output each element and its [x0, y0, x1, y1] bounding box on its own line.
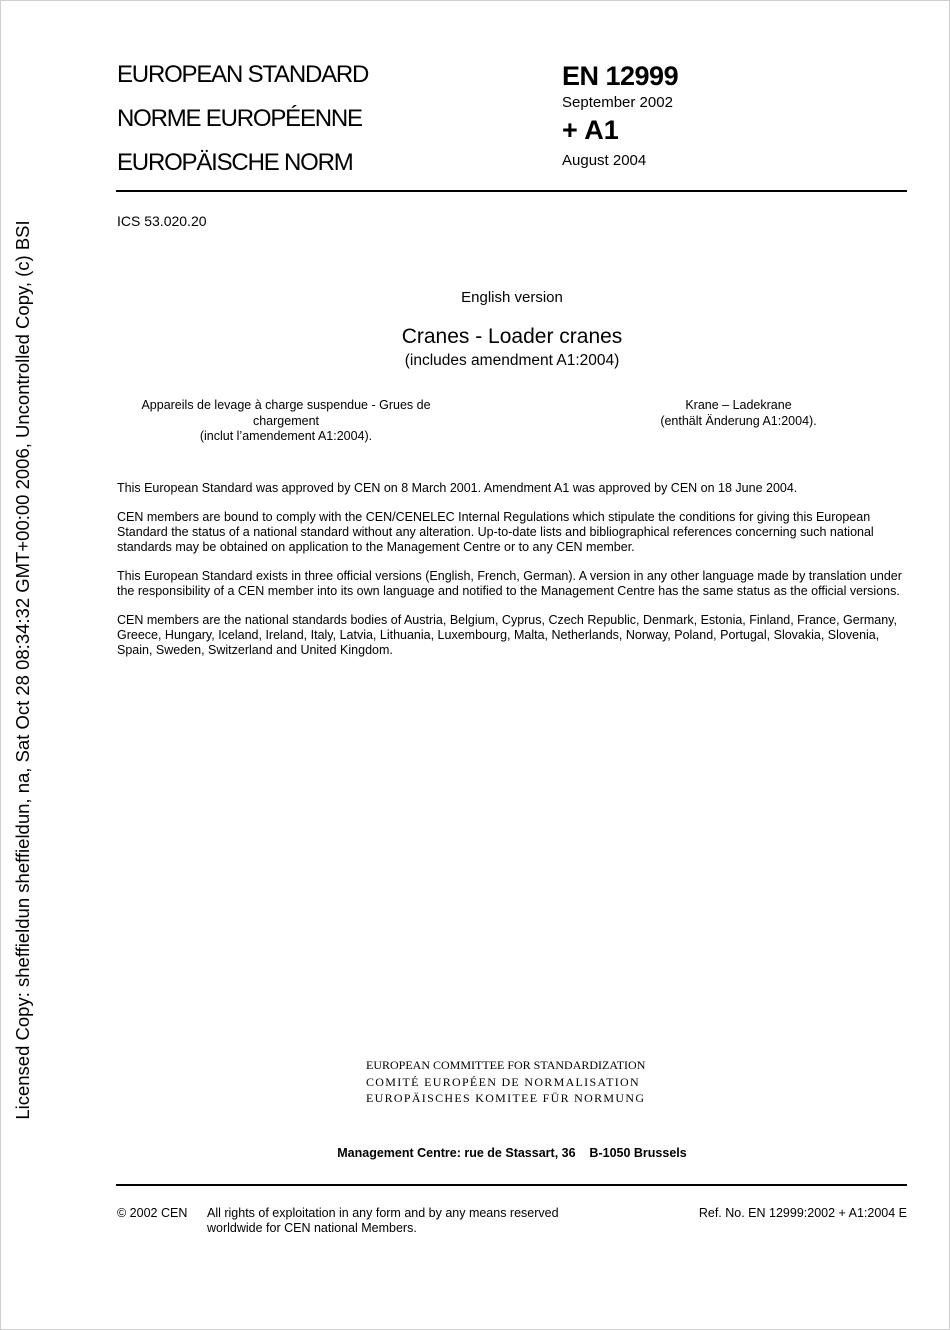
approval-text: [117, 481, 909, 672]
footer-divider: [116, 1184, 907, 1186]
regulations-paragraph: CEN members are bound to comply with the CEN/CENELEC Internal Regulations which stipulate the conditions for giving this European Standard the status of a national standard without any alteration. Up-to-date lists and bibliographical references concerning such national standards may be obtained on application to the Management Centre or to any CEN member.: [117, 510, 874, 554]
standard-number: EN 12999: [562, 61, 679, 91]
rights-statement: [207, 1206, 607, 1236]
approval-paragraph: This European Standard was approved by CEN on 8 March 2001. Amendment A1 was approved by CEN on 18 June 2004.: [117, 481, 798, 495]
title-french: NORME EUROPÉENNE: [117, 105, 362, 132]
header-divider: [116, 190, 907, 192]
license-watermark: Licensed Copy: sheffieldun sheffieldun, na, Sat Oct 28 08:34:32 GMT+00:00 2006, Uncontrolled Copy, (c) BSI: [12, 220, 33, 1120]
standard-date: September 2002: [562, 94, 673, 111]
amendment-label: + A1: [562, 115, 619, 145]
document-title: Cranes - Loader cranes: [401, 325, 623, 348]
title-english: EUROPEAN STANDARD: [117, 61, 369, 88]
committee-german: EUROPÄISCHES KOMITEE FÜR NORMUNG: [366, 1091, 646, 1105]
german-title-line: Krane – Ladekrane: [685, 398, 792, 412]
french-title: [117, 398, 455, 445]
committee-english: EUROPEAN COMMITTEE FOR STANDARDIZATION: [366, 1058, 646, 1072]
committee-block: [366, 1057, 645, 1107]
french-title-line: chargement: [252, 413, 319, 428]
committee-french: COMITÉ EUROPÉEN DE NORMALISATION: [366, 1074, 640, 1089]
amendment-date: August 2004: [562, 152, 647, 169]
versions-paragraph: This European Standard exists in three official versions (English, French, German). A version in any other language made by translation under the responsibility of a CEN member into its own language and notified to the Management Centre has the same status as the official versions.: [117, 569, 902, 598]
title-german: EUROPÄISCHE NORM: [117, 149, 353, 176]
reference-number: Ref. No. EN 12999:2002 + A1:2004 E: [698, 1206, 907, 1220]
french-title-line: Appareils de levage à charge suspendue - Grues de: [141, 398, 431, 412]
members-paragraph: CEN members are the national standards bodies of Austria, Belgium, Cyprus, Czech Republic, Denmark, Estonia, Finland, France, Germany, Greece, Hungary, Iceland, Ireland, Italy, Latvia, Lithuania, Luxembourg, Malta, Netherlands, Norway, Poland, Portugal, Slovakia, Slovenia, Spain, Sweden, Switzerland and United Kingdom.: [117, 613, 897, 657]
version-label: English version: [461, 289, 563, 306]
german-title-line: (enthält Änderung A1:2004).: [660, 413, 817, 428]
copyright: © 2002 CEN: [117, 1206, 188, 1220]
ics-code: ICS 53.020.20: [117, 213, 207, 229]
rights-line: All rights of exploitation in any form and by any means reserved: [207, 1206, 559, 1220]
management-centre: Management Centre: rue de Stassart, 36 B-1050 Brussels: [337, 1146, 687, 1160]
french-title-line: (inclut l’amendement A1:2004).: [199, 429, 373, 443]
document-subtitle: (includes amendment A1:2004): [404, 352, 620, 369]
german-title: [570, 398, 907, 429]
standard-titles: [117, 60, 368, 192]
rights-line: worldwide for CEN national Members.: [207, 1221, 417, 1235]
standard-identification: [562, 60, 678, 172]
